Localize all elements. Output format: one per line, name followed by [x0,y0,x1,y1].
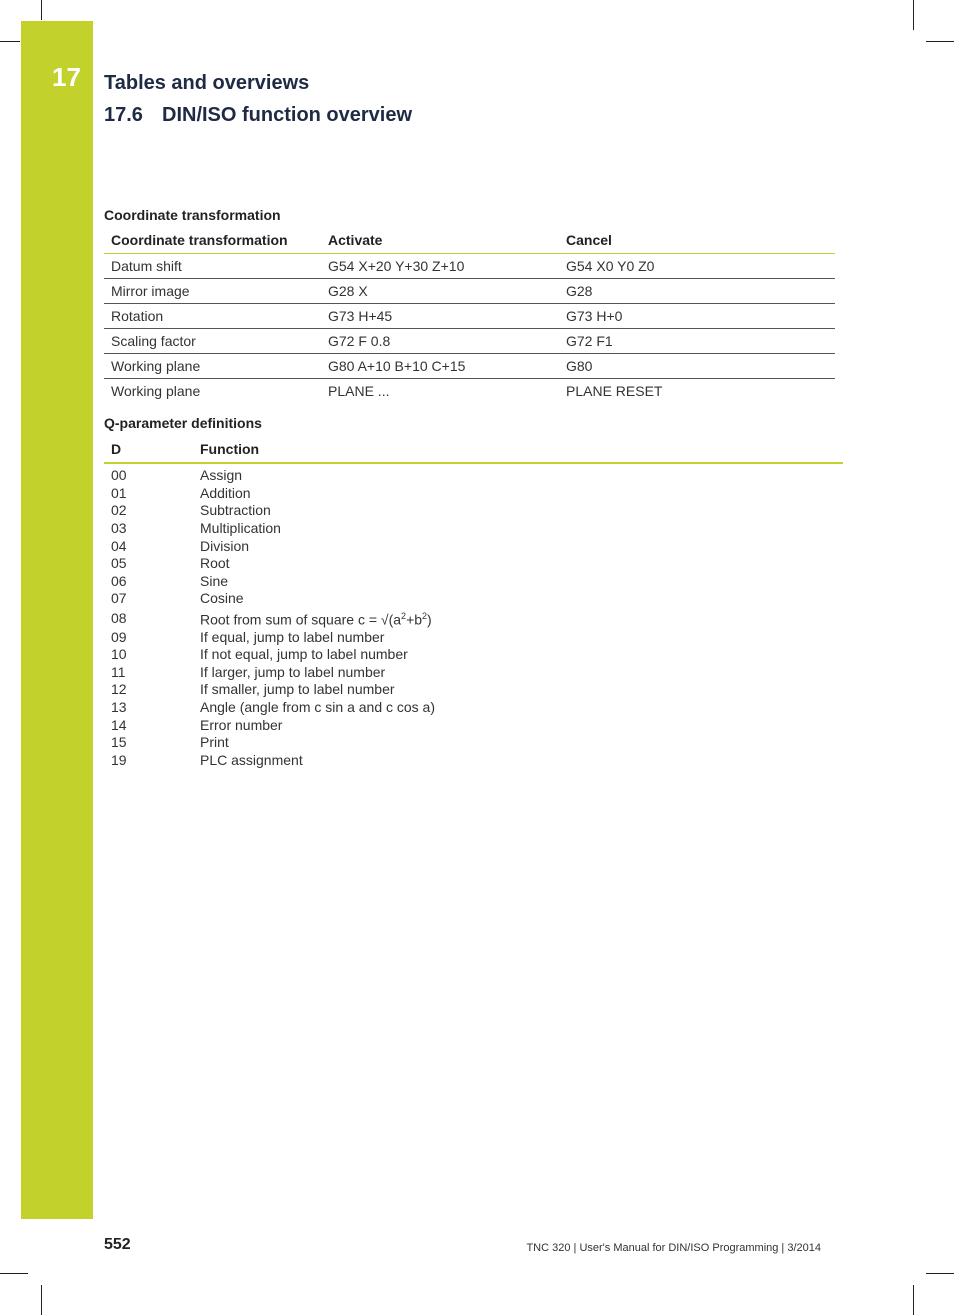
table-row [104,664,843,682]
table-row [104,485,843,503]
table-row [104,502,843,520]
table-cell: G73 H+0 [559,304,835,329]
table-cell: 08 [111,609,127,626]
table-cell: 14 [111,716,127,733]
table-cell: Mirror image [104,279,321,304]
table-cell: 12 [111,681,127,698]
column-header: Function [193,436,843,463]
table-row [104,555,843,573]
table-cell: G54 X+20 Y+30 Z+10 [321,254,559,279]
table-cell: G28 [559,279,835,304]
table-cell: If equal, jump to label number [200,628,385,645]
table-cell: Print [200,734,229,751]
root-formula-prefix: Root from sum of square c = √(a [200,611,402,628]
table-cell: Root [200,555,230,572]
chapter-title: Tables and overviews [104,72,310,94]
table-cell: Sine [200,572,229,589]
table-cell: 01 [111,484,127,501]
table-row [104,628,843,646]
table-row [104,254,835,279]
table-cell: 10 [111,646,127,663]
table-cell: If smaller, jump to label number [200,681,395,698]
table-row [104,716,843,734]
table-cell: PLANE RESET [566,383,663,399]
table-row [104,734,843,752]
table-cell: 00 [111,467,127,484]
table-row [104,520,843,538]
table-cell: Working plane [111,383,201,399]
table-row [104,537,843,555]
table-cell: Datum shift [104,254,321,279]
root-formula-mid: +b [406,611,423,628]
root-formula-suffix: ) [427,611,432,628]
table-cell: Error number [200,716,283,733]
table-cell: Addition [200,484,251,501]
table-cell: 19 [111,751,127,768]
table-cell: 13 [111,699,127,716]
table-cell: PLANE ... [328,383,390,399]
table-cell: G80 [559,354,835,379]
table-header-row [104,436,843,463]
table-cell: If larger, jump to label number [200,663,386,680]
table-cell: 06 [111,572,127,589]
table-cell: Assign [200,467,243,484]
table-cell: G72 F1 [559,329,835,354]
table-row [104,699,843,717]
crop-mark [41,1285,42,1315]
table-cell: G28 X [321,279,559,304]
table-cell: Multiplication [200,520,281,537]
superscript: 2 [401,610,407,621]
chapter-number: 17 [52,62,81,92]
table-cell [193,608,843,629]
table-row [104,329,835,354]
table-cell: Cosine [200,590,244,607]
table-cell: G73 H+45 [321,304,559,329]
table-cell: 02 [111,502,127,519]
table-cell: 07 [111,590,127,607]
footer-text: TNC 320 | User's Manual for DIN/ISO Programming | 3/2014 [526,1242,821,1254]
table-row [104,573,843,591]
table-cell: Working plane [104,354,321,379]
page-number: 552 [104,1236,131,1253]
crop-mark [926,1273,954,1274]
q-parameter-table [104,436,843,769]
table-cell: 03 [111,520,127,537]
table-cell: G54 X0 Y0 Z0 [559,254,835,279]
table-cell: Subtraction [200,502,271,519]
table-cell: Rotation [104,304,321,329]
crop-mark [0,41,20,42]
crop-mark [0,1273,28,1274]
table-cell: Angle (angle from c sin a and c cos a) [200,699,436,716]
table-cell: Division [200,537,250,554]
table-header-row [104,227,835,254]
table-cell: G80 A+10 B+10 C+15 [321,354,559,379]
column-header: Activate [321,227,559,254]
column-header: D [104,436,193,463]
table-row [104,279,835,304]
table-cell: 04 [111,537,127,554]
table-row [104,354,835,379]
table-cell: 11 [111,663,126,680]
section-number: 17.6 [104,104,143,126]
table-row [104,608,843,629]
coordinate-transformation-table [104,227,835,403]
table-cell: 15 [111,734,127,751]
superscript: 2 [422,610,428,621]
table-cell: 05 [111,555,127,572]
table-cell: PLC assignment [200,751,303,768]
column-header: Cancel [559,227,835,254]
crop-mark [913,1285,914,1315]
table-cell: Scaling factor [104,329,321,354]
table-row [104,463,843,485]
chapter-sidebar [21,21,93,1219]
table-row [104,590,843,608]
table-row [104,379,835,404]
table-row [104,752,843,770]
crop-mark [926,41,954,42]
coordinate-transformation-heading: Coordinate transformation [104,207,281,223]
table-cell: 09 [111,628,127,645]
crop-mark [41,0,42,20]
table-cell: G72 F 0.8 [321,329,559,354]
section-title: DIN/ISO function overview [162,104,413,126]
column-header: Coordinate transformation [104,227,321,254]
table-row [104,304,835,329]
q-parameter-heading: Q-parameter definitions [104,415,262,431]
table-row [104,646,843,664]
table-cell: If not equal, jump to label number [200,646,408,663]
table-row [104,681,843,699]
crop-mark [913,0,914,30]
